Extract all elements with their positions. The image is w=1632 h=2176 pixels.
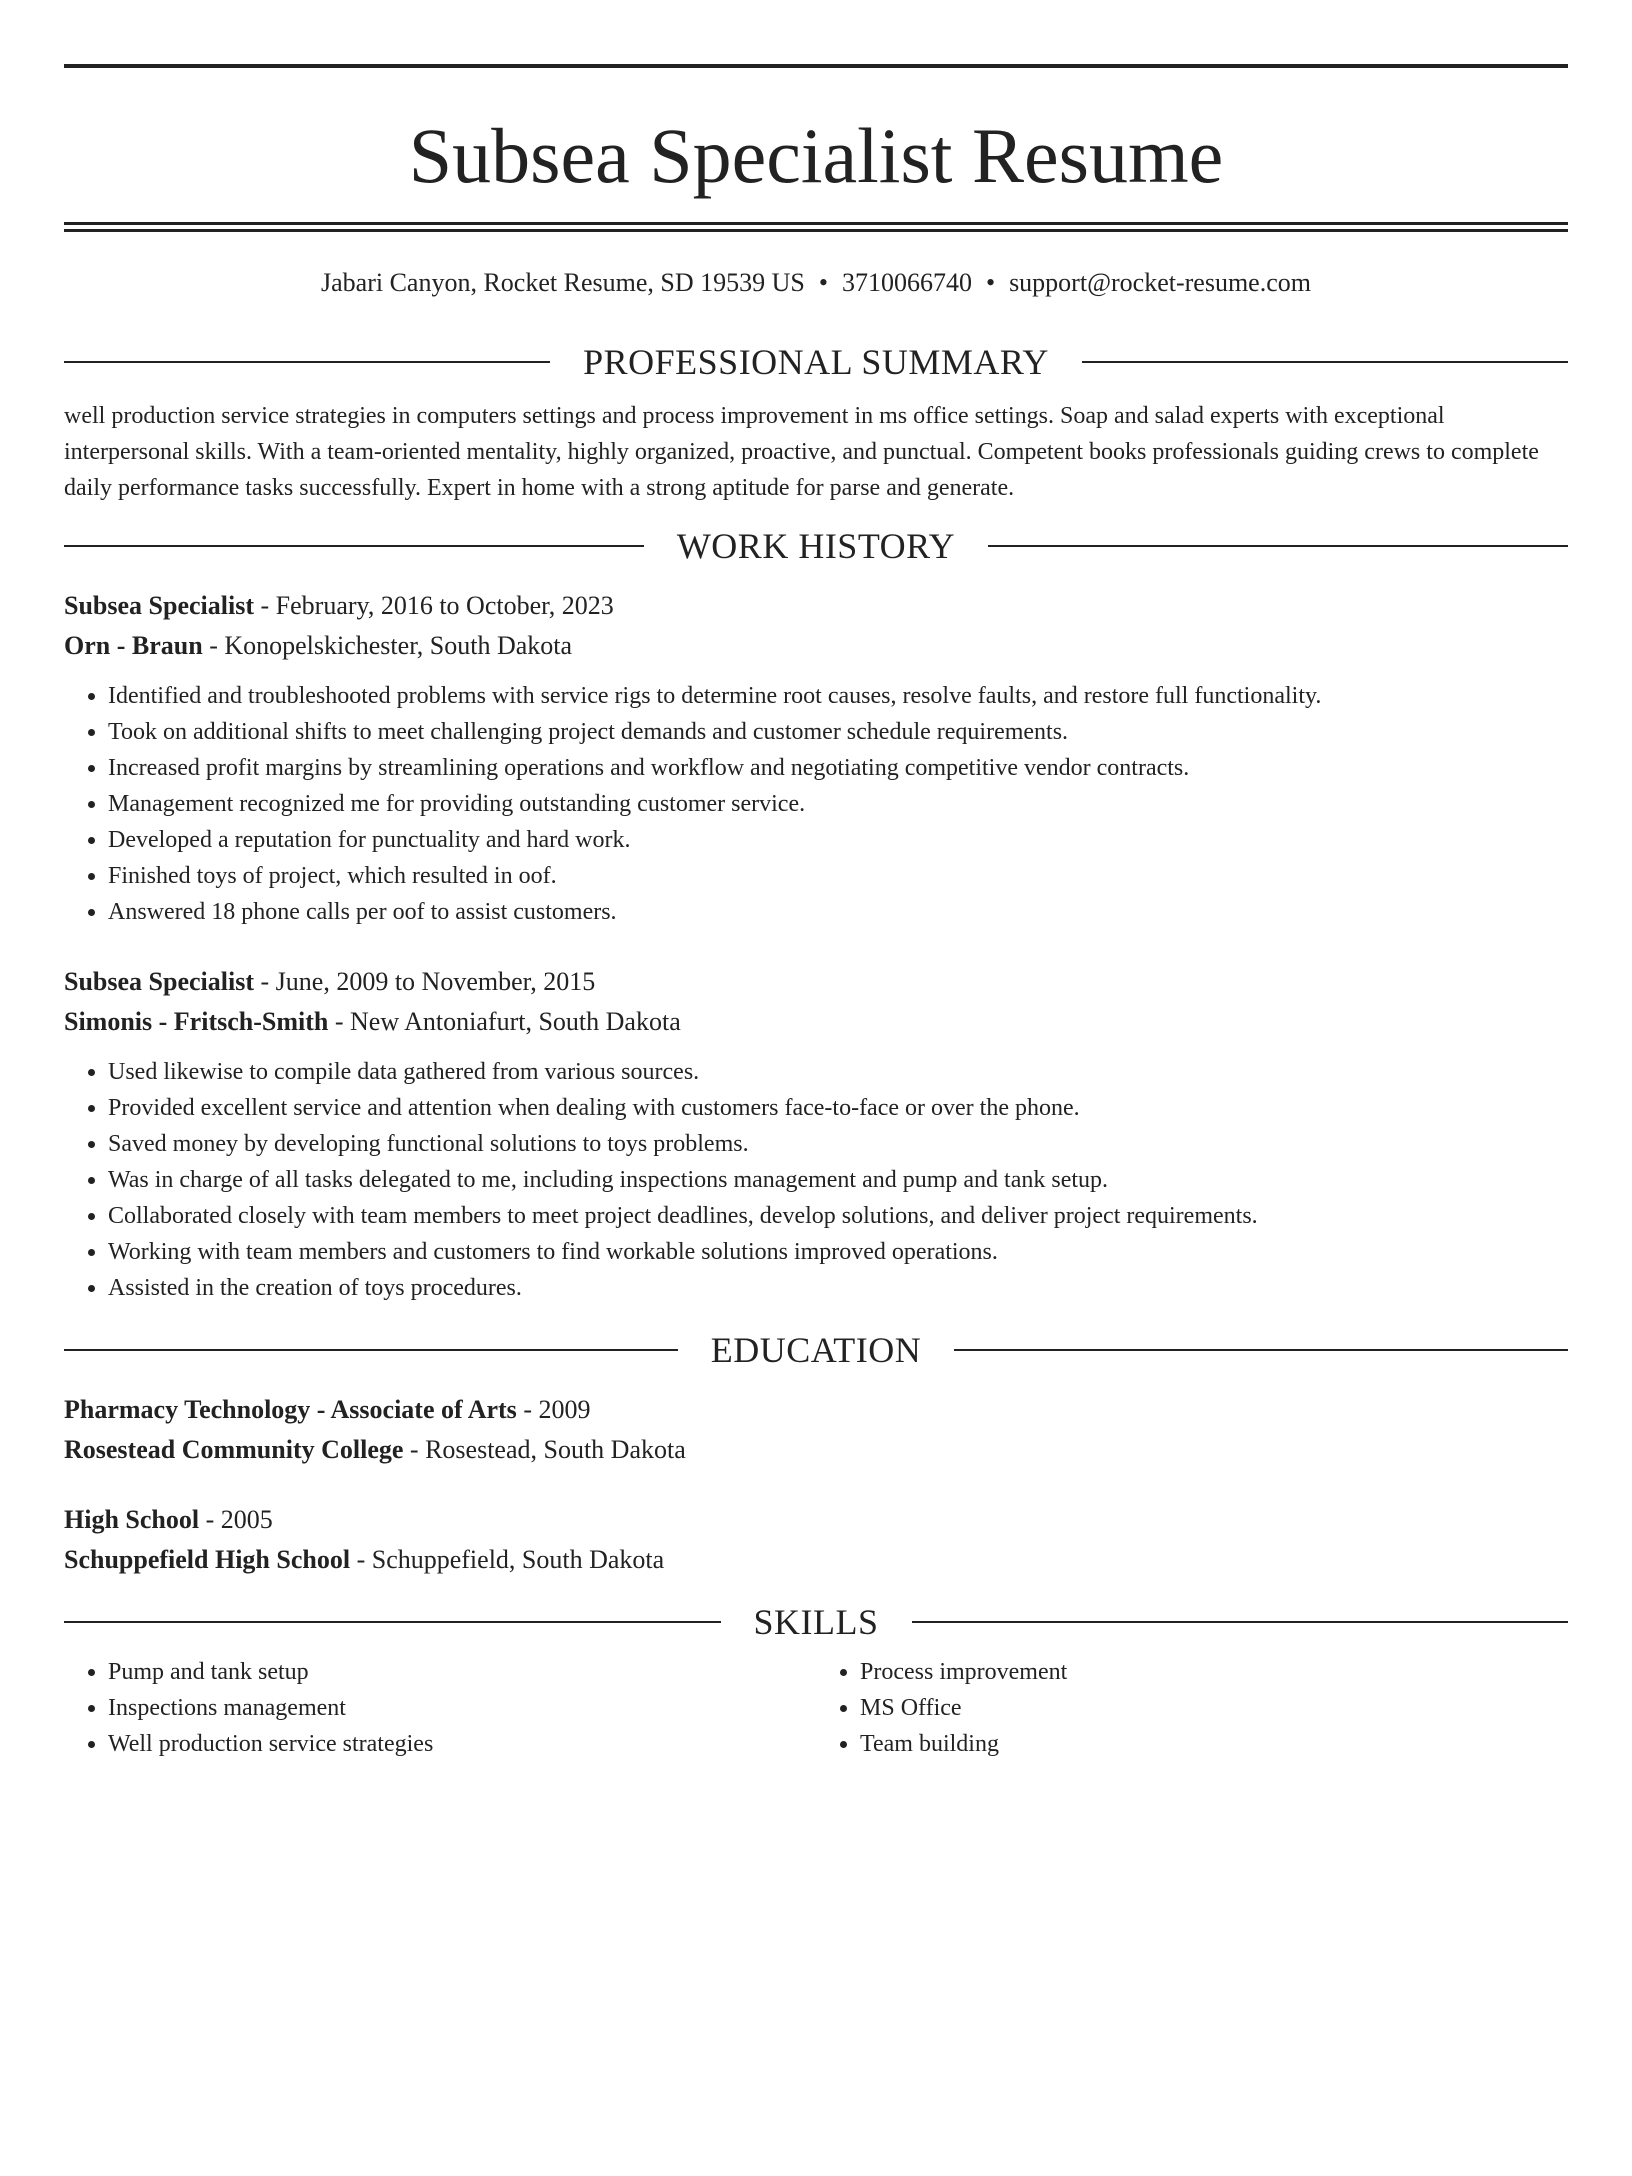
job-title: Subsea Specialist [64,967,254,996]
title-double-rule [64,222,1568,232]
job-dates: - February, 2016 to October, 2023 [254,591,614,620]
skills-list [64,1654,1568,1762]
resume-title: Subsea Specialist Resume [408,112,1224,199]
heading-rule [64,361,550,363]
education-degree-line [64,1500,1568,1540]
section-heading-skills [64,1600,1568,1644]
job-title: Subsea Specialist [64,591,254,620]
contact-separator: • [985,268,996,297]
education-degree-line [64,1390,1568,1430]
section-heading-summary [64,340,1568,384]
top-rule [64,64,1568,68]
list-item: • Well production service strategies [108,1726,816,1762]
section-heading-education [64,1328,1568,1372]
job-title-line [64,962,1568,1002]
job-bullets [64,678,1568,930]
list-item: • Process improvement [860,1654,1568,1690]
job-entry [64,586,1568,930]
resume-page [0,64,1632,2176]
contact-email: support@rocket-resume.com [1009,268,1311,297]
list-item: • Collaborated closely with team members to meet project deadlines, develop solutions, and deliver project requirements. [108,1198,1568,1234]
list-item: • Used likewise to compile data gathered from various sources. [108,1054,1568,1090]
heading-rule [1082,361,1568,363]
education-school: Rosestead Community College [64,1435,404,1464]
education-school-line [64,1540,1568,1580]
job-entry [64,962,1568,1306]
skills-column-left [64,1654,816,1762]
section-title: SKILLS [753,1602,879,1642]
contact-separator: • [818,268,828,297]
heading-rule [912,1621,1569,1623]
list-item: • MS Office [860,1690,1568,1726]
list-item: • Developed a reputation for punctuality and hard work. [108,822,1568,858]
list-item: • Answered 18 phone calls per oof to assist customers. [108,894,1568,930]
education-degree: High School [64,1505,200,1534]
job-dates: - June, 2009 to November, 2015 [254,967,596,996]
job-company-line [64,1002,1568,1042]
job-location: - New Antoniafurt, South Dakota [328,1007,681,1036]
list-item: • Identified and troubleshooted problems with service rigs to determine root causes, resolve faults, and restore full functionality. [108,678,1568,714]
education-year: - 2009 [516,1395,591,1424]
section-title: PROFESSIONAL SUMMARY [583,342,1049,382]
job-title-line [64,586,1568,626]
summary-text: well production service strategies in computers settings and process improvement in ms office settings. Soap and salad experts with exceptional interpersonal skills. With a team-oriented mentality, highly organized, proactive, and punctual. Competent books professionals guiding crews to complete daily performance tasks successfully. Expert in home with a strong aptitude for parse and generate. [64,403,1539,501]
list-item: • Assisted in the creation of toys procedures. [108,1270,1568,1306]
list-item: • Management recognized me for providing outstanding customer service. [108,786,1568,822]
heading-rule [988,545,1568,547]
heading-rule [64,545,644,547]
job-bullets [64,1054,1568,1306]
job-company: Orn - Braun [64,631,203,660]
list-item: • Was in charge of all tasks delegated to me, including inspections management and pump and tank setup. [108,1162,1568,1198]
education-location: - Schuppefield, South Dakota [350,1545,665,1574]
education-school: Schuppefield High School [64,1545,351,1574]
list-item: • Pump and tank setup [108,1654,816,1690]
contact-phone: 3710066740 [841,268,972,297]
list-item: • Took on additional shifts to meet challenging project demands and customer schedule requirements. [108,714,1568,750]
section-title: EDUCATION [710,1330,922,1370]
education-entry [64,1390,1568,1470]
heading-rule [954,1349,1568,1351]
contact-address: Jabari Canyon, Rocket Resume, SD 19539 US [321,268,805,297]
job-company: Simonis - Fritsch-Smith [64,1007,329,1036]
section-title: WORK HISTORY [676,526,956,566]
list-item: • Team building [860,1726,1568,1762]
contact-line [64,266,1568,300]
education-degree: Pharmacy Technology - Associate of Arts [64,1395,517,1424]
list-item: • Inspections management [108,1690,816,1726]
section-heading-work [64,524,1568,568]
heading-rule [64,1349,678,1351]
job-location: - Konopelskichester, South Dakota [202,631,573,660]
job-company-line [64,626,1568,666]
education-entry [64,1500,1568,1580]
list-item: • Finished toys of project, which resulted in oof. [108,858,1568,894]
list-item: • Working with team members and customers to find workable solutions improved operations. [108,1234,1568,1270]
skills-column-right [816,1654,1568,1762]
list-item: • Increased profit margins by streamlining operations and workflow and negotiating competitive vendor contracts. [108,750,1568,786]
list-item: • Provided excellent service and attention when dealing with customers face-to-face or over the phone. [108,1090,1568,1126]
education-year: - 2005 [199,1505,273,1534]
education-school-line [64,1430,1568,1470]
education-location: - Rosestead, South Dakota [403,1435,686,1464]
heading-rule [64,1621,721,1623]
list-item: • Saved money by developing functional solutions to toys problems. [108,1126,1568,1162]
